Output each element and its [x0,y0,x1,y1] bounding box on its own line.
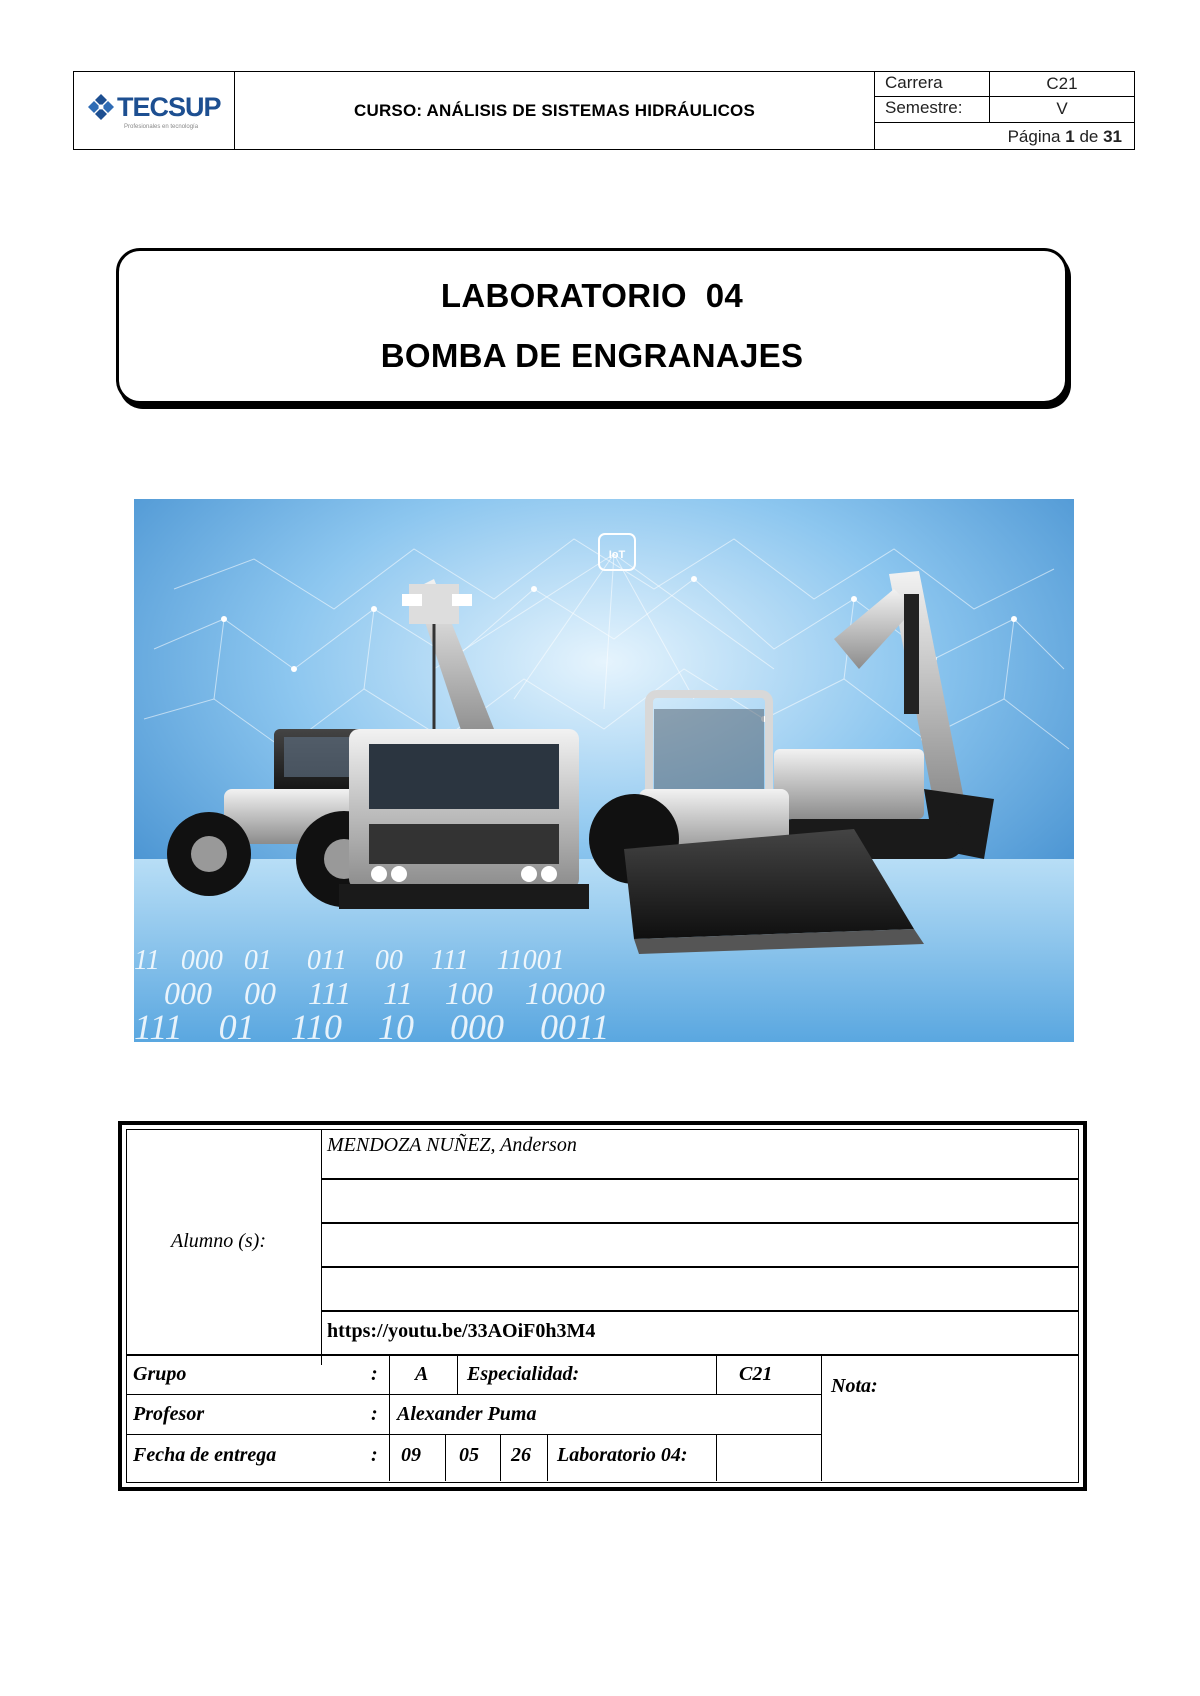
fecha-year: 26 [511,1444,531,1466]
col-divider [389,1354,390,1481]
especialidad-label: Especialidad: [467,1363,580,1385]
col-divider [445,1434,446,1481]
alumno-label: Alumno (s): [171,1230,266,1252]
carrera-label: Carrera [875,72,990,96]
row-divider [321,1266,1078,1268]
page-sep: de [1074,126,1104,146]
semestre-value: V [1056,99,1068,119]
col-divider [716,1354,717,1394]
machinery-illustration [134,499,1074,1042]
student-info-table [118,1121,1087,1491]
binary-row: 000 00 111 11 100 10000 [164,975,605,1011]
row-divider [127,1354,1078,1356]
page-number [875,123,1134,149]
nota-label: Nota: [831,1375,878,1397]
logo-cell [74,72,235,149]
fecha-label: Fecha de entrega [133,1444,277,1466]
video-link[interactable]: https://youtu.be/33AOiF0h3M4 [327,1320,596,1342]
profesor-value: Alexander Puma [397,1403,537,1425]
row-divider [127,1394,821,1395]
tecsup-logo [86,92,221,122]
alumno-divider [321,1130,322,1365]
binary-row: 11 000 01 011 00 111 11001 [134,945,565,976]
logo-tagline: Profesionales en tecnología [124,124,199,130]
semestre-label: Semestre: [875,97,990,121]
profesor-label: Profesor [133,1403,205,1425]
title-box [116,248,1068,404]
page-row [875,123,1134,149]
lab-number-title: LABORATORIO 04 [440,277,744,314]
iot-label: IoT [608,549,626,561]
grupo-label: Grupo [133,1363,187,1385]
row-divider [321,1310,1078,1312]
cover-image [134,499,1074,1042]
tecsup-logo-icon [86,92,116,122]
carrera-row [875,72,1134,97]
col-divider [500,1434,501,1481]
lab-topic-title: BOMBA DE ENGRANAJES [380,337,804,374]
logo-text: TECSUP [117,91,221,122]
fecha-day: 09 [401,1444,421,1466]
row-divider [321,1222,1078,1224]
col-divider [716,1434,717,1481]
fecha-month: 05 [459,1444,479,1466]
course-cell [235,72,875,149]
course-title: CURSO: ANÁLISIS DE SISTEMAS HIDRÁULICOS [353,100,756,120]
carrera-value: C21 [1046,74,1078,93]
grupo-value: A [415,1363,429,1385]
student-info-inner [126,1129,1079,1483]
col-divider [457,1354,458,1394]
alumno-name-1: MENDOZA NUÑEZ, Anderson [327,1134,577,1156]
row-divider [321,1178,1078,1180]
meta-cell [875,72,1134,149]
page-header [73,71,1135,150]
fecha-colon: : [371,1444,378,1466]
page-prefix: Página [1007,126,1066,146]
semestre-row [875,97,1134,122]
page-total: 31 [1103,126,1122,146]
especialidad-value: C21 [739,1363,773,1385]
col-divider [821,1354,822,1481]
page-current: 1 [1065,126,1075,146]
col-divider [547,1434,548,1481]
lab-label: Laboratorio 04: [557,1444,688,1466]
binary-row: 111 01 110 10 000 0011 [134,1007,610,1042]
binary-digits [134,945,609,1042]
profesor-colon: : [371,1403,378,1425]
grupo-colon: : [371,1363,378,1385]
